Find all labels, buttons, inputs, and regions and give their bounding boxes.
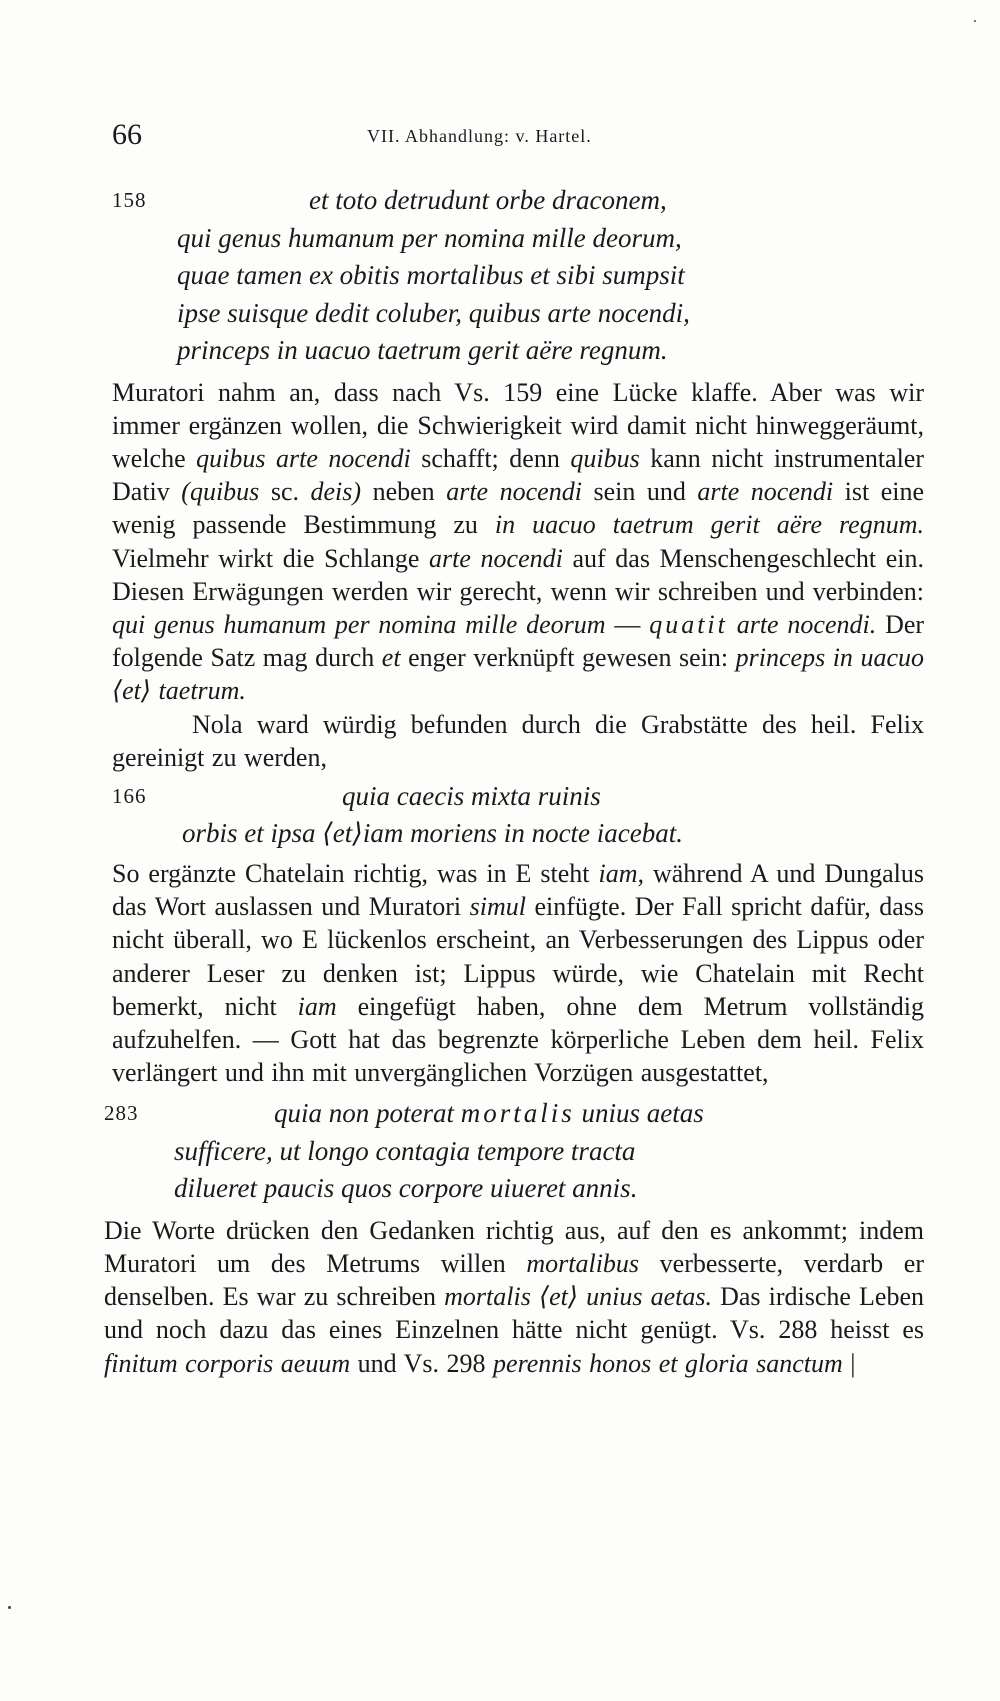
- scan-speck: [8, 1606, 11, 1609]
- verse-line: [112, 1170, 924, 1208]
- verse-block-283: [104, 1095, 924, 1208]
- latin-quote: arte nocendi: [446, 477, 582, 507]
- latin-quote: et: [381, 643, 401, 673]
- text-run: ist eine wenig passende Bestimmung zu: [112, 477, 925, 540]
- paragraph: [112, 857, 924, 1089]
- latin-quote: simul: [469, 892, 527, 922]
- text-run: enger verknüpft gewesen sein:: [400, 643, 736, 673]
- text-run: verbesserte, verdarb er denselben. Es war zu schreiben: [104, 1249, 924, 1312]
- latin-quote: arte nocendi: [697, 477, 834, 507]
- verse-number: 166: [112, 783, 147, 808]
- verse-text-run: quia non poterat: [274, 1098, 461, 1129]
- verse-text: [274, 1095, 704, 1133]
- latin-spaced-word: quatit: [649, 609, 728, 639]
- text-run: neben: [361, 477, 447, 507]
- latin-quote: perennis honos et gloria sanctum: [493, 1348, 843, 1378]
- latin-quote: iam: [297, 991, 337, 1021]
- latin-quote: iam,: [598, 858, 644, 888]
- verse-block-166: [112, 778, 924, 853]
- verse-line: [112, 220, 924, 258]
- verse-line: [112, 1133, 924, 1171]
- verse-number: 158: [112, 188, 147, 212]
- text-run: So ergänzte Chatelain richtig, was in E steht: [112, 858, 599, 888]
- latin-quote: deis): [310, 477, 362, 507]
- verse-line: [104, 1095, 924, 1133]
- text-run: sein und: [581, 477, 698, 507]
- text-run: Muratori nahm an, dass nach Vs. 159 eine Lücke klaffe. Aber was wir immer ergänzen wollen, die Schwierigkeit wird damit nicht hinweggeräumt, welche: [112, 377, 924, 473]
- verse-line: [112, 815, 924, 853]
- text-run: [728, 610, 737, 639]
- verse-block-158: [112, 182, 924, 370]
- text-run: Die Worte drücken den Gedanken richtig aus, auf den es ankommt; indem Muratori um des Metrums willen: [104, 1215, 924, 1279]
- latin-quote: mortalis ⟨et⟩ unius aetas.: [444, 1282, 712, 1312]
- verse-line: [112, 295, 924, 333]
- paragraph: [104, 1214, 924, 1380]
- latin-quote: quibus: [570, 443, 640, 473]
- text-run: während A und Dungalus das Wort auslassen und Muratori: [112, 858, 924, 922]
- latin-quote: princeps in uacuo ⟨et⟩ taetrum.: [112, 643, 924, 706]
- paragraph: Nola ward würdig befunden durch die Grabstätte des heil. Felix gereinigt zu werden,: [112, 709, 924, 772]
- verse-text: quae tamen ex obitis mortalibus et sibi sumpsit: [177, 260, 685, 290]
- scan-speck: [974, 20, 976, 22]
- verse-line: [112, 182, 924, 220]
- latin-quote: (quibus: [181, 477, 260, 507]
- verse-line: [112, 257, 924, 295]
- page-number: 66: [112, 118, 142, 151]
- latin-quote: arte nocendi: [429, 543, 563, 573]
- running-head: VII. Abhandlung: v. Hartel.: [367, 126, 592, 146]
- text-run: eingefügt haben, ohne dem Metrum vollständig aufzuhelfen. — Gott hat das begrenzte körperliche Leben dem heil. Felix verlängert und ihn mit unvergänglichen Vorzügen ausgestattet,: [112, 991, 924, 1088]
- text-run: einfügte. Der Fall spricht dafür, dass nicht überall, wo E lückenlos erscheint, an Verbesserungen des Lippus oder anderer Leser zu denken ist; Lippus würde, wie Chatelain mit Recht bemerkt, nicht: [112, 892, 924, 1021]
- text-run: kann nicht instrumentaler Dativ: [112, 443, 925, 507]
- text-run: Der folgende Satz mag durch: [112, 609, 925, 673]
- verse-text: quia caecis mixta ruinis: [342, 780, 601, 811]
- verse-text: dilueret paucis quos corpore uiueret annis.: [174, 1173, 638, 1204]
- verse-text: ipse suisque dedit coluber, quibus arte nocendi,: [177, 297, 690, 328]
- verse-line: [112, 778, 924, 816]
- text-run: Das irdische Leben und noch dazu das eines Einzelnen hätte nicht genügt. Vs. 288 heisst es: [104, 1282, 924, 1345]
- latin-quote: qui genus humanum per nomina mille deorum: [112, 609, 606, 639]
- latin-spaced-word: mortalis: [460, 1098, 575, 1129]
- text-run: und Vs. 298: [350, 1348, 494, 1378]
- verse-number: 283: [104, 1101, 139, 1126]
- text-run: sc.: [259, 477, 311, 507]
- verse-text-run: unius aetas: [574, 1098, 704, 1129]
- text-run: auf das Menschengeschlecht ein. Diesen Erwägungen werden wir gerecht, wenn wir schreiben und verbinden:: [112, 543, 925, 606]
- text-run: |: [842, 1348, 856, 1378]
- latin-quote: arte nocendi.: [736, 609, 877, 639]
- latin-quote: in uacuo taetrum gerit aëre regnum.: [494, 510, 924, 540]
- paragraph: [112, 376, 924, 708]
- text-run: —: [605, 609, 650, 639]
- page-header: [112, 118, 912, 158]
- verse-text: qui genus humanum per nomina mille deorum,: [177, 222, 682, 253]
- latin-quote: quibus arte nocendi: [196, 443, 411, 473]
- page-body: [104, 182, 925, 1380]
- verse-text: sufficere, ut longo contagia tempore tracta: [174, 1135, 636, 1166]
- latin-quote: finitum corporis aeuum: [104, 1348, 351, 1378]
- text-run: Vielmehr wirkt die Schlange: [112, 543, 430, 573]
- verse-text: princeps in uacuo taetrum gerit aëre regnum.: [177, 335, 668, 365]
- verse-line: [112, 332, 924, 370]
- verse-text: orbis et ipsa ⟨et⟩iam moriens in nocte iacebat.: [182, 818, 684, 849]
- latin-quote: mortalibus: [526, 1249, 640, 1279]
- text-run: schafft; denn: [410, 443, 571, 473]
- verse-text: et toto detrudunt orbe draconem,: [309, 185, 667, 215]
